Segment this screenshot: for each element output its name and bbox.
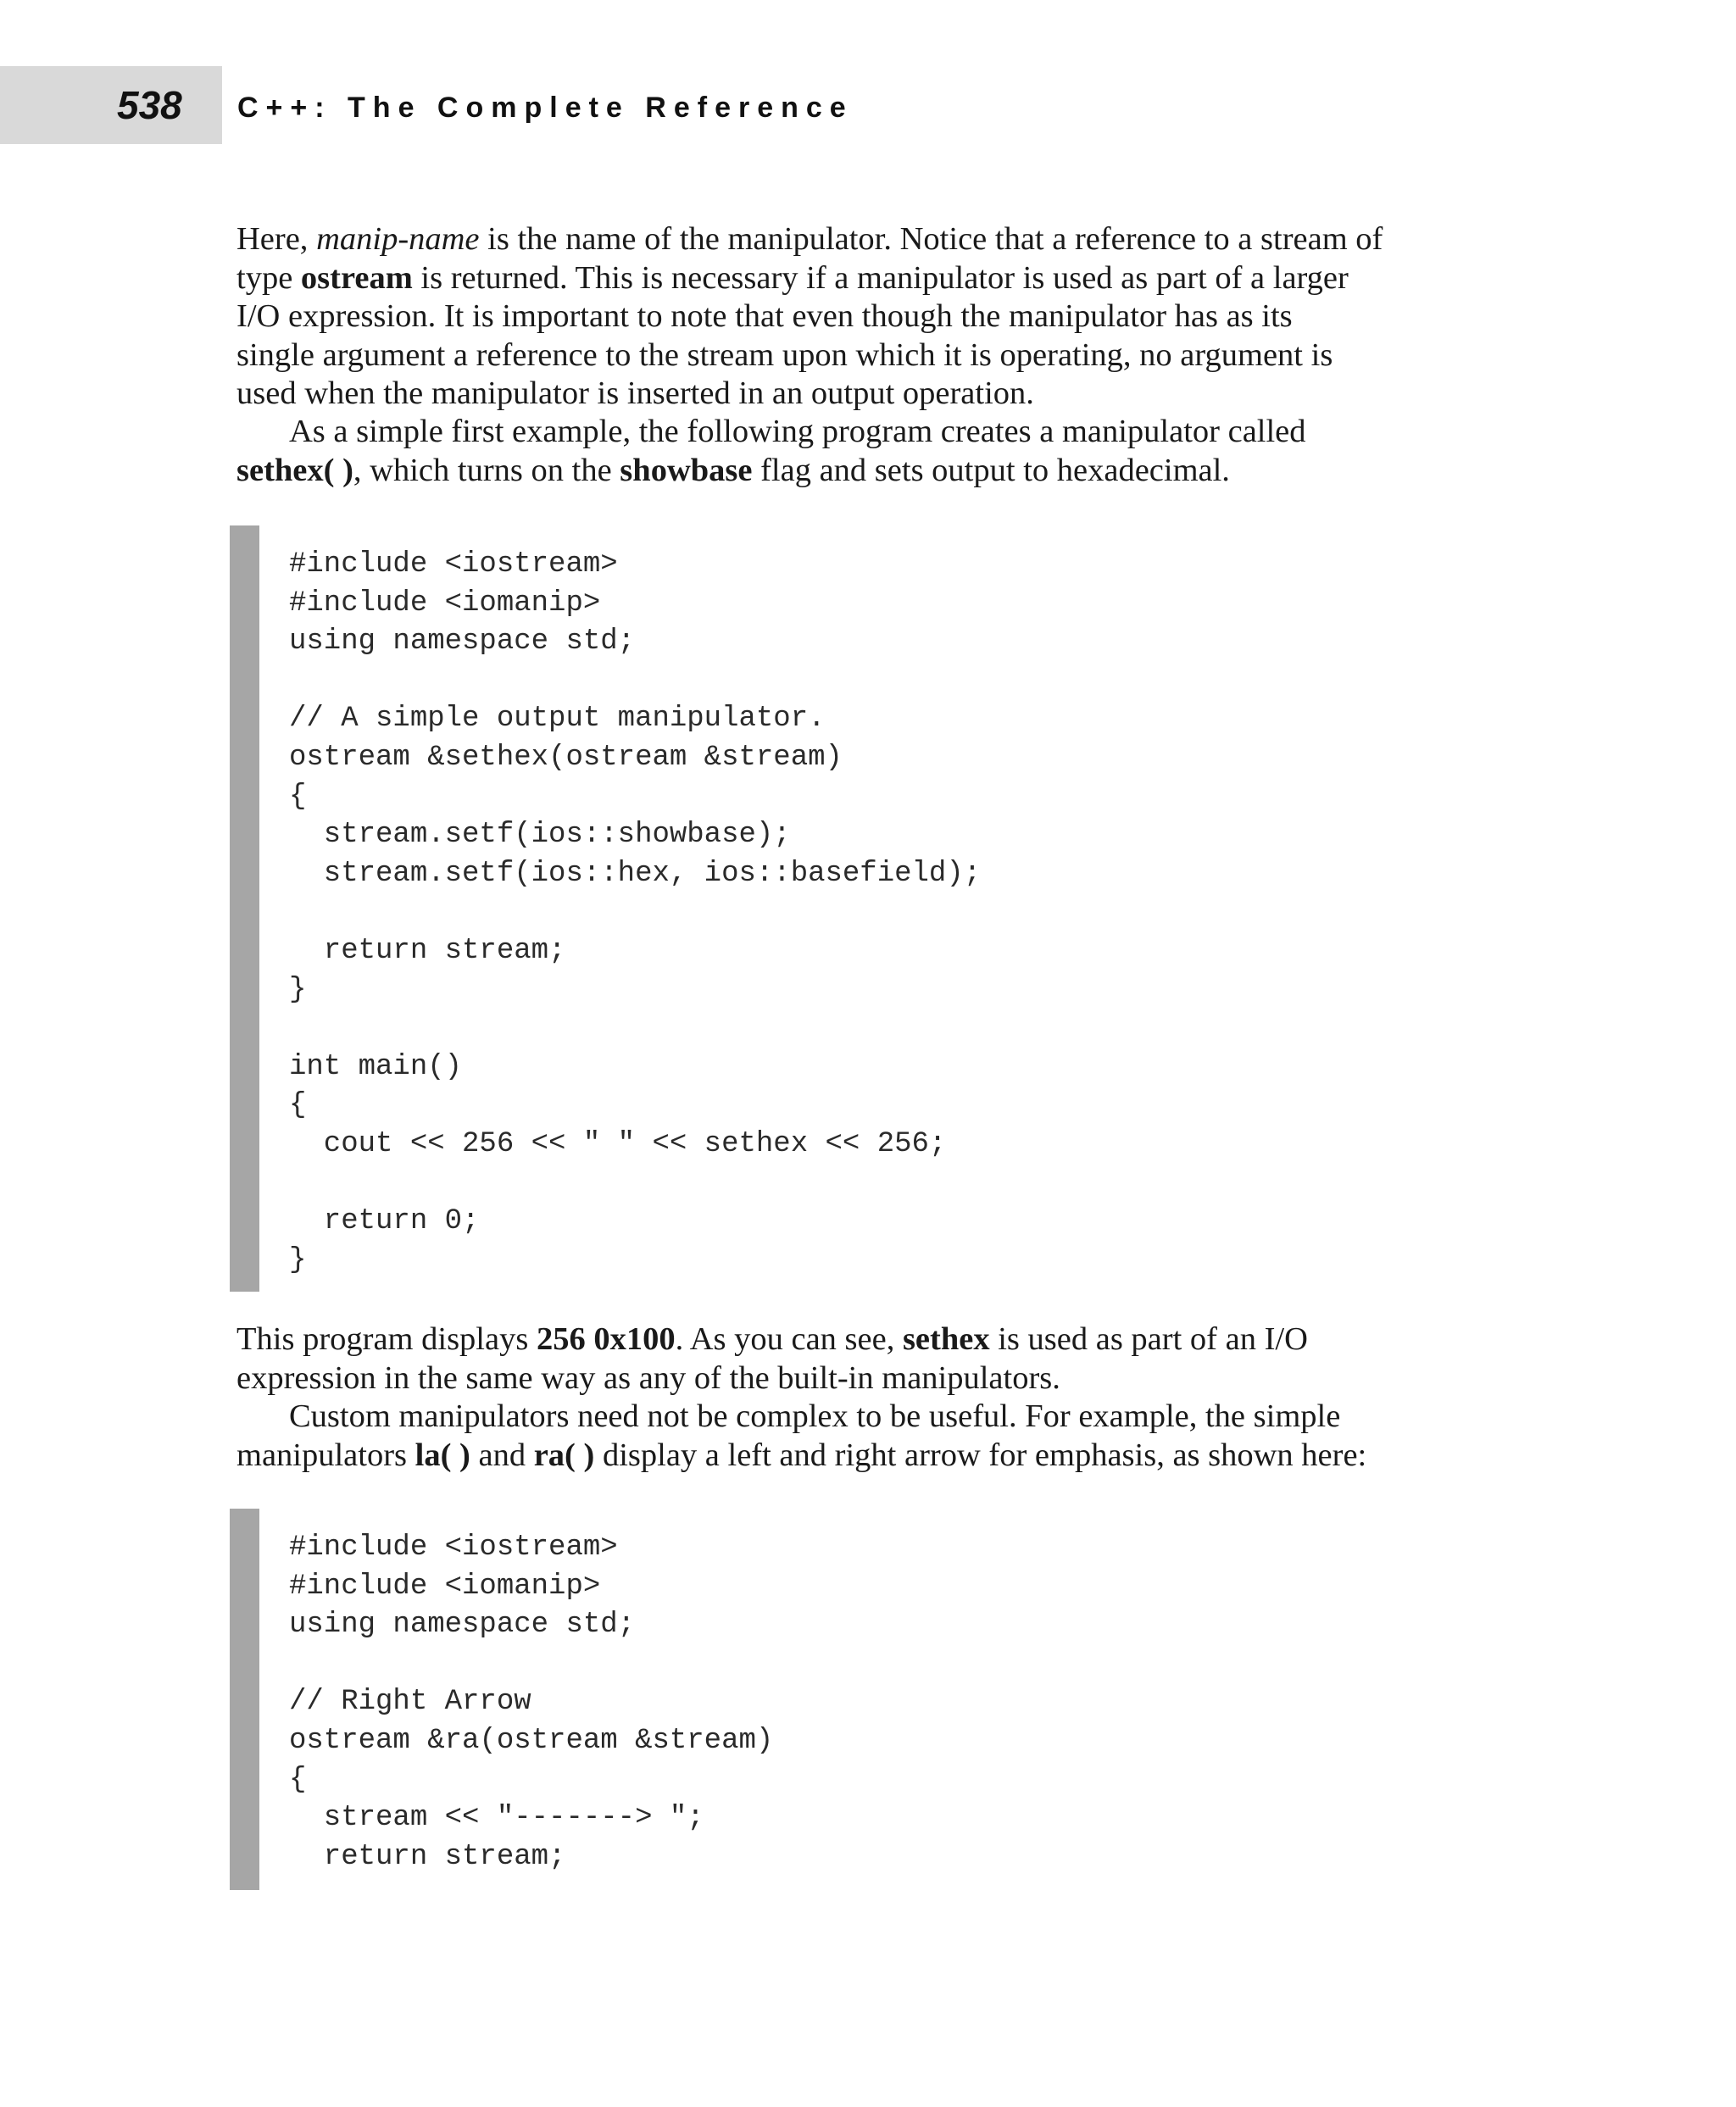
code-listing-bar [230,1509,259,1890]
bold-term: sethex( ) [236,452,353,488]
code-line [289,662,981,701]
text-run: is used as part of an I/O [989,1321,1308,1357]
bold-term: 256 0x100 [536,1321,676,1357]
code-line: cout << 256 << " " << sethex << 256; [289,1127,947,1160]
code-line: ostream &ra(ostream &stream) [289,1724,774,1757]
code-line: #include <iomanip> [289,587,601,620]
text-run: As a simple first example, the following program creates a manipulator called [289,414,1306,449]
code-line: ostream &sethex(ostream &stream) [289,741,843,774]
code-line: } [289,1243,307,1276]
page-number: 538 [117,83,182,127]
code-line: return stream; [289,1840,566,1873]
text-run: single argument a reference to the stream upon which it is operating, no argument is [236,336,1333,373]
paragraph-custom-manipulators [236,1398,1491,1475]
text-run: is the name of the manipulator. Notice that a reference to a stream of [479,221,1383,257]
code-line: { [289,1089,307,1122]
paragraph-output-explanation [236,1320,1491,1398]
text-run: , which turns on the [353,452,620,488]
page-number-tab [0,66,222,144]
bold-term: showbase [620,452,753,488]
code-line: return 0; [289,1205,480,1238]
text-line [236,336,1491,375]
code-lines [289,546,981,1280]
code-line [289,1165,981,1204]
code-line: using namespace std; [289,1609,636,1642]
text-run: manipulators [236,1437,415,1473]
code-line [289,1645,773,1684]
text-line [236,259,1491,298]
text-run: Custom manipulators need not be complex to be useful. For example, the simple [289,1398,1341,1434]
code-line: #include <iostream> [289,548,618,581]
text-line [236,375,1491,414]
code-line: #include <iostream> [289,1532,618,1564]
paragraph-intro [236,220,1491,414]
text-line [236,1398,1491,1437]
text-run: Here, [236,221,317,257]
code-line [289,893,981,932]
text-run: and [470,1437,534,1473]
text-line [236,1437,1491,1476]
italic-term: manip-name [316,221,480,257]
code-listing-bar [230,525,259,1292]
text-line [236,413,1491,452]
text-run: This program displays [236,1321,537,1357]
text-run: used when the manipulator is inserted in an output operation. [236,375,1034,411]
text-line [236,452,1491,491]
bold-term: la( ) [415,1437,470,1473]
code-line: // Right Arrow [289,1686,531,1719]
text-run: expression in the same way as any of the built-in manipulators. [236,1359,1060,1396]
text-line [236,297,1491,336]
code-line: int main() [289,1050,463,1083]
code-line: { [289,780,307,813]
bold-term: ra( ) [533,1437,595,1473]
bold-term: ostream [300,259,413,296]
code-line: return stream; [289,934,566,967]
paragraph-example-intro [236,413,1491,490]
text-run: type [236,259,301,296]
code-lines [289,1529,773,1876]
text-run: . As you can see, [675,1321,903,1357]
text-run: I/O expression. It is important to note that even though the manipulator has as its [236,298,1293,334]
code-line: stream.setf(ios::showbase); [289,819,791,852]
code-line: { [289,1763,307,1796]
code-listing-arrows [230,1509,1501,1890]
code-line: stream << "-------> "; [289,1802,704,1835]
text-run: is returned. This is necessary if a manipulator is used as part of a larger [412,259,1349,296]
code-line: // A simple output manipulator. [289,703,826,736]
code-listing-sethex [230,525,1501,1292]
text-run: display a left and right arrow for emphasis, as shown here: [594,1437,1367,1473]
code-line: #include <iomanip> [289,1570,601,1603]
code-line: using namespace std; [289,625,636,659]
text-run: flag and sets output to hexadecimal. [752,452,1230,488]
code-line [289,1009,981,1048]
code-line: stream.setf(ios::hex, ios::basefield); [289,857,982,890]
running-head: C++: The Complete Reference [237,92,854,124]
code-line: } [289,973,307,1006]
text-line [236,1320,1491,1359]
text-line [236,220,1491,259]
bold-term: sethex [902,1321,990,1357]
text-line [236,1359,1491,1398]
